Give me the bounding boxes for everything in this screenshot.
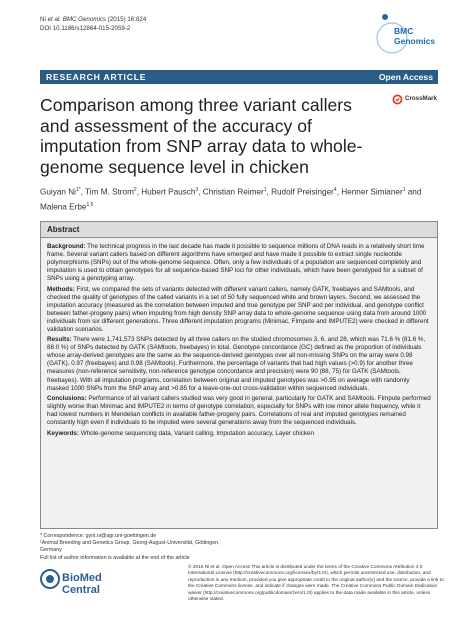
- abstract-body: [47, 243, 432, 440]
- abstract-box: [40, 221, 438, 529]
- journal-logo-line-2: Genomics: [394, 36, 436, 46]
- author-name[interactable]: Christian Reimer: [202, 187, 264, 197]
- affiliation-line-3: Full list of author information is available at the end of the article: [40, 554, 190, 561]
- abstract-conclusions: Conclusions: Performance of all variant callers studied was very good in general, particularly for GATK and SAMtools. FImpute performed slightly worse than Minimac and IMPUTE2 in terms of genotype correlation, especially for SNPs with low minor allele frequency, while it had lowest numbers in Mendelian conflicts in available father-progeny pairs. Correlations of real and imputed genotypes remained constantly high even if individuals to be imputed were several generations away from the sequenced individuals.: [47, 395, 431, 427]
- affiliation-line-2: Germany: [40, 547, 62, 554]
- article-banner: [40, 70, 438, 84]
- author-affiliation-mark: 1: [263, 187, 267, 193]
- abstract-heading: Abstract: [47, 225, 80, 234]
- author-name[interactable]: Guiyan Ni: [40, 187, 76, 197]
- abstract-results: Results: There were 1,741,573 SNPs detected by all three callers on the studied chromosomes 3, 6, and 28, which was 71.6 % (81.6 %, 88.0 %) of SNPs detected by GATK (SAMtools, freebayes) in total. Genotype concordance (GC) defined as the proportion of individuals whose array-derived genotypes are the same as the sequence-derived genotypes over all non-missing SNPs on the array were 0.98 (GATK), 0.97 (freebayes) and 0.98 (SAMtools). Furthermore, the percentage of variants that had high values (>0.9) for another three measures (non-reference sensitivity, non-reference genotype concordance and precision) were 90 (88, 75) for GATK (SAMtools, freebayes). With all imputation programs, correlation between original and imputed genotypes was >0.95 on average with randomly masked 1000 SNPs from the SNP array and >0.85 for a leave-one-out cross-validation within sequenced individuals.: [47, 336, 426, 392]
- abstract-keywords: Keywords: Whole-genome sequencing data, Variant calling, Imputation accuracy, Layer chicken: [47, 429, 314, 437]
- abstract-methods: Methods: First, we compared the sets of variants detected with different variant callers, namely GATK, freebayes and SAMtools, and checked the quality of genotypes of the called variants in a set of 50 fully sequenced white and brown layers. Second, we assessed the imputation accuracy (measured as the correlation between imputed and true genotype per SNP and per individual, and genotype conflict between father-progeny pairs) when imputing from high density SNP array data to whole-genome sequence using data from around 1000 individuals from six different generations. Three different imputation programs (Minimac, FImpute and IMPUTE2) were checked in different validation scenarios.: [47, 285, 429, 333]
- abstract-header: [41, 222, 437, 238]
- publisher-name: BioMed Central: [62, 572, 102, 596]
- author-affiliation-mark: 4: [333, 187, 337, 193]
- open-access-label[interactable]: Open Access: [378, 72, 433, 82]
- author-affiliation-mark: 3: [195, 187, 199, 193]
- article-type: RESEARCH ARTICLE: [46, 72, 147, 82]
- citation-line-1: Ni et al. BMC Genomics (2015) 16:824: [40, 16, 147, 23]
- correspondence[interactable]: * Correspondence: gyni.ni@agr.uni-goettingen.de: [40, 533, 157, 539]
- author-name[interactable]: Hubert Pausch: [141, 187, 196, 197]
- author-affiliation-mark: 1: [402, 187, 406, 193]
- crossmark-badge[interactable]: [392, 94, 444, 106]
- affiliation-line-1: ¹Animal Breeding and Genetics Group, Georg-August-Universität, Göttingen,: [40, 540, 220, 547]
- doi: DOI 10.1186/s12864-015-2059-2: [40, 24, 131, 32]
- author-name[interactable]: Tim M. Strom: [85, 187, 134, 197]
- author-name[interactable]: Henner Simianer: [341, 187, 403, 197]
- citation: [40, 16, 146, 33]
- journal-logo-line-1: BMC: [394, 26, 414, 36]
- author-affiliation-mark: 1*: [75, 187, 81, 193]
- journal-logo: [376, 12, 440, 58]
- author-name[interactable]: Malena Erbe: [40, 202, 87, 212]
- crossmark-label: CrossMark: [405, 95, 437, 102]
- author-affiliation-mark: 1,5: [86, 202, 94, 209]
- biomed-central-icon: [40, 568, 60, 590]
- crossmark-icon: [392, 94, 403, 105]
- publisher-logo[interactable]: [40, 567, 140, 596]
- license-text: © 2015 Ni et al. Open Access This article is distributed under the terms of the Creative Commons Attribution 4.0 International License (http://creativecommons.org/licenses/by/4.0/), which permits unrestricted use, distribution, and reproduction in any medium, provided you give appropriate credit to the original author(s) and the source, provide a link to the Creative Commons license, and indicate if changes were made. The Creative Commons Public Domain Dedication waiver (http://creativecommons.org/publicdomain/zero/1.0/) applies to the data made available in this article, unless otherwise stated.: [188, 565, 444, 603]
- author-name[interactable]: Rudolf Preisinger: [271, 187, 334, 197]
- footnotes: [40, 533, 260, 562]
- article-title: Comparison among three variant callers and assessment of the accuracy of imputation from SNP array data to whole-genome sequence level in chicken: [40, 95, 363, 177]
- abstract-background: Background: The technical progress in the last decade has made it possible to sequence millions of DNA reads in a relatively short time frame. Several variant callers based on different algorithms have emerged and have made it possible to extract single nucleotide polymorphisms (SNPs) out of the whole-genome sequence. Often, only a few individuals of a population are sequenced completely and imputation is used to obtain genotypes for all sequence-based SNP loci for other individuals, which have been genotyped for a subset of SNPs using a genotyping array.: [47, 243, 425, 283]
- author-affiliation-mark: 2: [133, 187, 137, 193]
- author-list: Guiyan $Ni^{1*}$, Tim M. Strom$^2$, Hubert Pausch$^3$, Christian Reimer$^1$, Rudolf Preisinger$^4$, Henner Simianer$^1$ and Malena Erbe$^{1,5}$: [40, 187, 422, 212]
